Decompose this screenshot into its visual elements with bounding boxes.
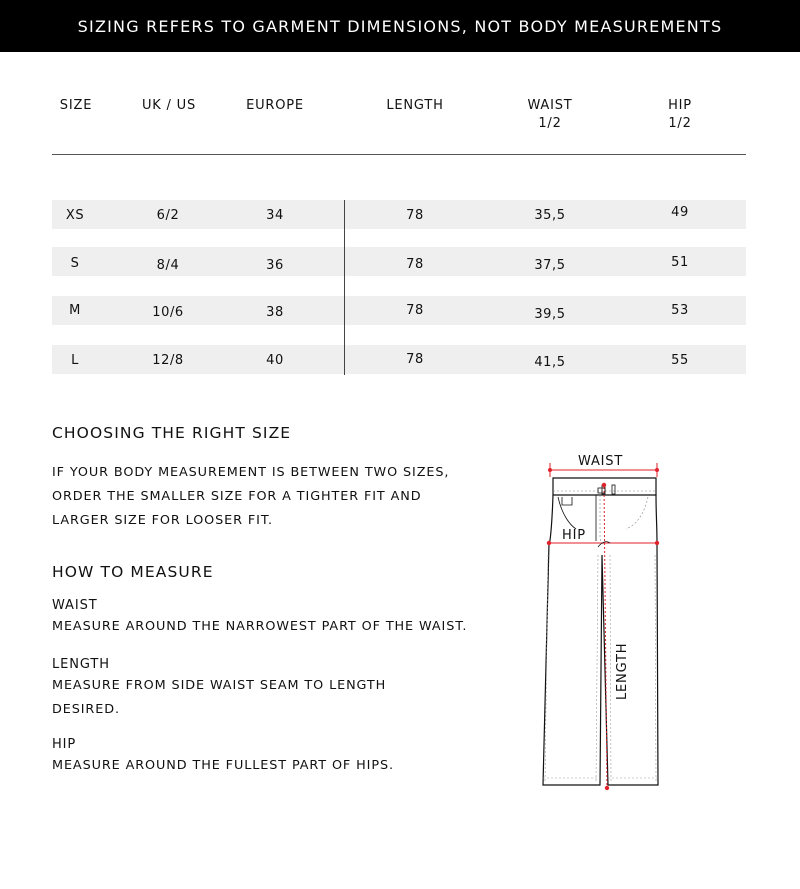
cell-europe: 40	[266, 353, 284, 368]
cell-hip: 51	[671, 255, 689, 270]
waist-label: WAIST	[578, 454, 624, 469]
sizing-banner	[0, 0, 800, 52]
cell-ukus: 10/6	[152, 305, 184, 320]
header-waist: WAIST 1/2	[527, 98, 573, 131]
header-divider	[52, 154, 746, 155]
waist-text: MEASURE AROUND THE NARROWEST PART OF THE WAIST.	[52, 619, 468, 634]
cell-size: M	[69, 303, 81, 318]
cell-hip: 55	[671, 353, 689, 368]
cell-waist: 41,5	[534, 355, 566, 370]
how-title: HOW TO MEASURE	[52, 563, 214, 581]
hip-label: HIP	[562, 528, 586, 543]
cell-ukus: 12/8	[152, 353, 184, 368]
hip-text: MEASURE AROUND THE FULLEST PART OF HIPS.	[52, 758, 394, 773]
cell-length: 78	[406, 257, 424, 272]
choosing-text: IF YOUR BODY MEASUREMENT IS BETWEEN TWO SIZES, ORDER THE SMALLER SIZE FOR A TIGHTER FIT AND LARGER SIZE FOR LOOSER FIT.	[52, 465, 450, 528]
hip-title: HIP	[52, 737, 77, 752]
length-text: MEASURE FROM SIDE WAIST SEAM TO LENGTH DESIRED.	[52, 678, 387, 717]
cell-length: 78	[406, 208, 424, 223]
cell-europe: 34	[266, 208, 284, 223]
cell-waist: 37,5	[534, 258, 566, 273]
cell-size: L	[71, 353, 79, 368]
header-ukus: UK / US	[141, 98, 197, 113]
trousers-measurement-icon	[540, 445, 670, 795]
cell-hip: 49	[671, 205, 689, 220]
cell-length: 78	[406, 352, 424, 367]
cell-hip: 53	[671, 303, 689, 318]
cell-size: XS	[65, 208, 85, 223]
header-hip: HIP 1/2	[668, 98, 692, 131]
waist-title: WAIST	[52, 598, 98, 613]
length-label: LENGTH	[615, 642, 630, 700]
choosing-title: CHOOSING THE RIGHT SIZE	[52, 424, 292, 442]
header-size: SIZE	[59, 98, 93, 113]
column-divider	[344, 200, 345, 375]
cell-length: 78	[406, 303, 424, 318]
header-length: LENGTH	[386, 98, 444, 113]
cell-size: S	[70, 256, 80, 271]
cell-europe: 36	[266, 258, 284, 273]
cell-ukus: 6/2	[156, 208, 180, 223]
cell-ukus: 8/4	[156, 258, 180, 273]
header-europe: EUROPE	[246, 98, 304, 113]
length-title: LENGTH	[52, 657, 110, 672]
cell-waist: 39,5	[534, 307, 566, 322]
cell-waist: 35,5	[534, 208, 566, 223]
cell-europe: 38	[266, 305, 284, 320]
banner-text: SIZING REFERS TO GARMENT DIMENSIONS, NOT BODY MEASUREMENTS	[77, 16, 723, 36]
